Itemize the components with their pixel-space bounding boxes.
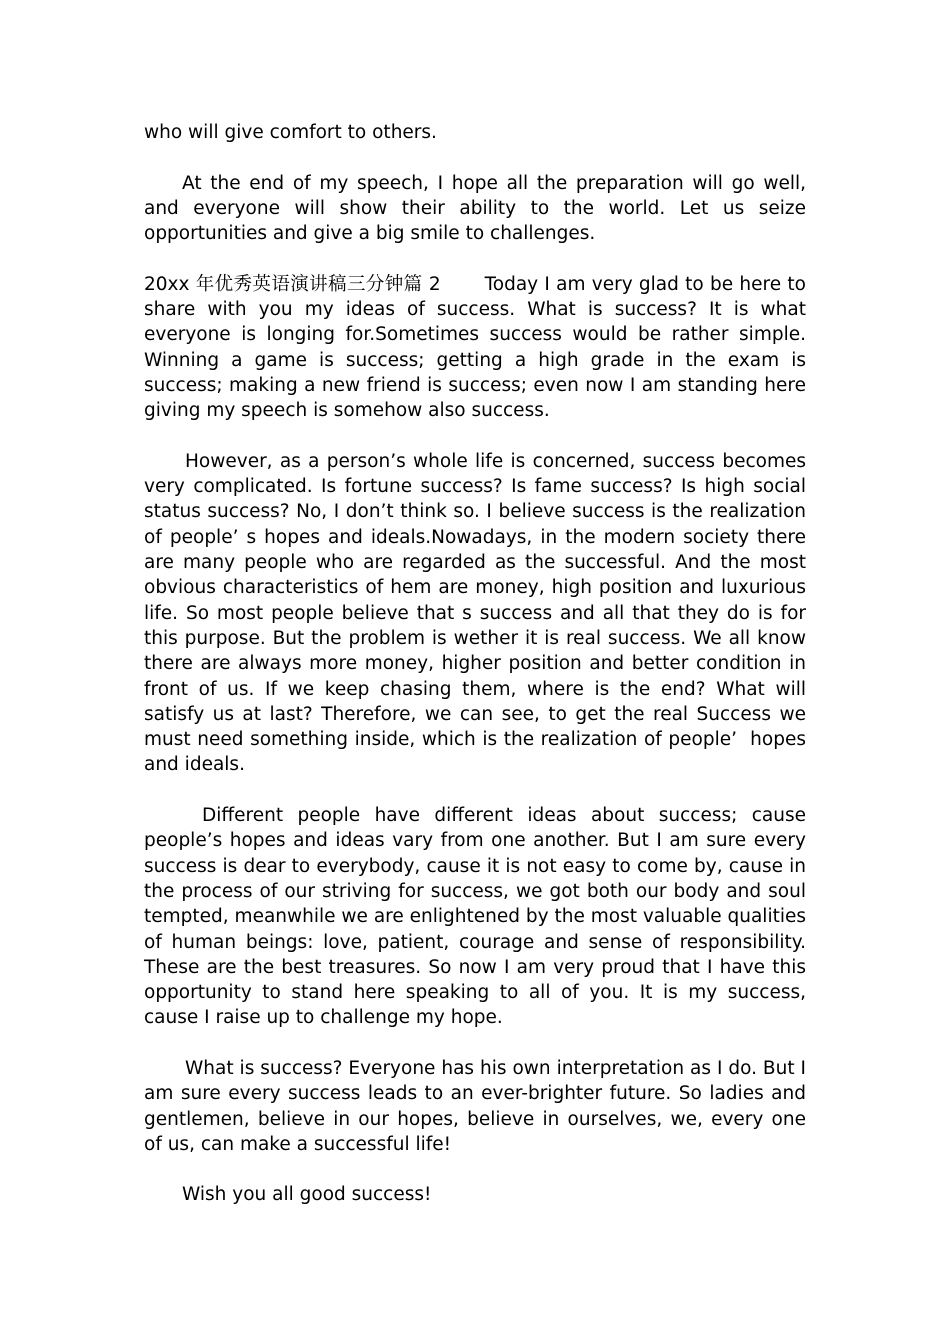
paragraph-closing-hope: At the end of my speech, I hope all the preparation will go well, and everyone will show their ability to the world. Let us seize opportunities and give a big smile to challenges. [144, 172, 812, 245]
paragraph-different-ideas: Different people have different ideas about success; cause people’s hopes and ideas vary from one another. But I am sure every success is dear to everybody, cause it is not easy to come by, cause in the process of our striving for success, we got both our body and soul tempted, meanwhile we are enlightened by the most valuable qualities of human beings: love, patient, courage and sense of responsibility. These are the best treasures. So now I am very proud that I have this opportunity to stand here speaking to all of you. It is my success, cause I raise up to challenge my hope. [144, 805, 812, 1029]
paragraph-wish: Wish you all good success! [182, 1184, 432, 1206]
paragraph-speech-2-intro [144, 272, 812, 424]
paragraph-success-complicated: However, as a person’s whole life is concerned, success becomes very complicated. Is fortune success? Is fame success? Is high social status success? No, I don’t think so. I believe success is the realization of people’ s hopes and ideals.Nowadays, in the modern society there are many people who are regarded as the successful. And the most obvious characteristics of hem are money, high position and luxurious life. So most people believe that s success and all that they do is for this purpose. But the problem is wether it is real success. We all know there are always more money, higher position and better condition in front of us. If we keep chasing them, where is the end? What will satisfy us at last? Therefore, we can see, to get the real Success we must need something inside, which is the realization of people’ hopes and ideals. [144, 450, 812, 776]
speech-heading: 20xx 年优秀英语演讲稿三分钟篇 2 [144, 273, 441, 295]
paragraph-continuation: who will give comfort to others. [144, 122, 437, 143]
paragraph-what-is-success: What is success? Everyone has his own interpretation as I do. But I am sure every success leads to an ever-brighter future. So ladies and gentlemen, believe in our hopes, believe in ourselves, we, every one of us, can make a successful life! [144, 1057, 812, 1155]
heading-gap [441, 274, 485, 295]
document-page [144, 120, 812, 1233]
speech-2-intro-text: Today I am very glad to be here to share with you my ideas of success. What is success? It is what everyone is longing for.Sometimes success would be rather simple. Winning a game is success; getting a high grade in the exam is success; making a new friend is success; even now I am standing here giving my speech is somehow also success. [144, 273, 812, 422]
